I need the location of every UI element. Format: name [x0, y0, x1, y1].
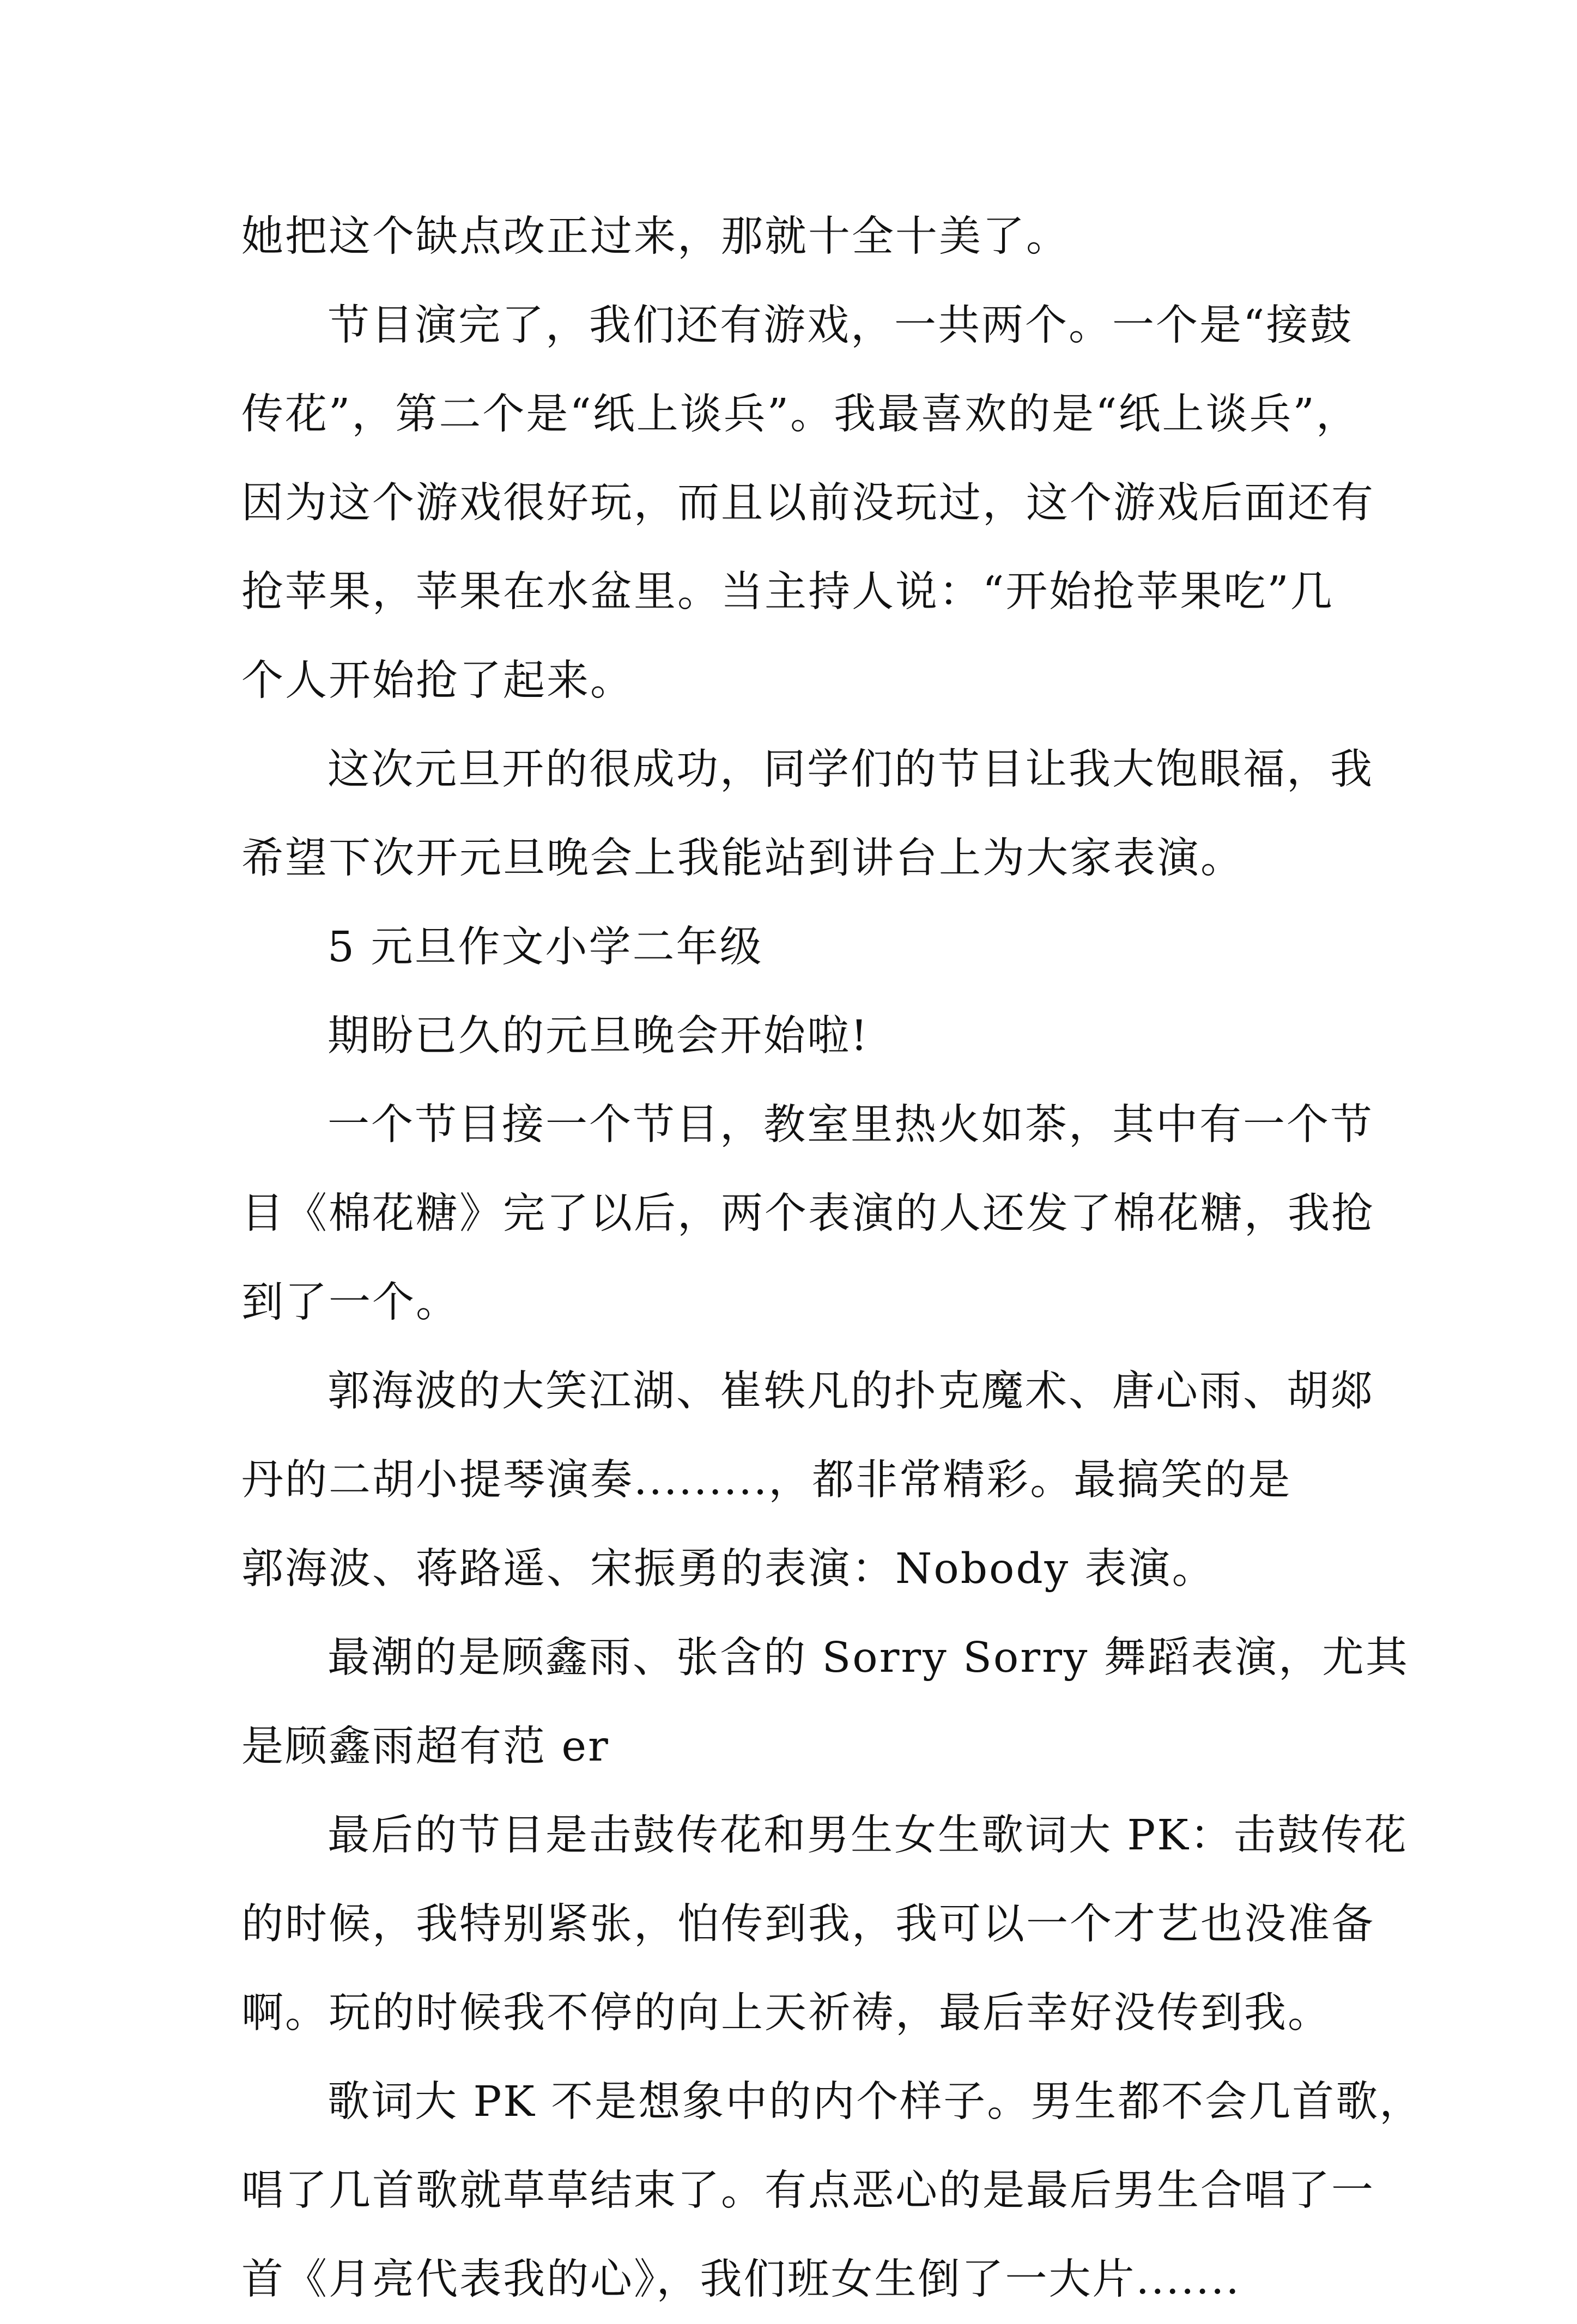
text-line: 首《月亮代表我的心》，我们班女生倒了一大片....... — [241, 2255, 1241, 2304]
text-line: 个人开始抢了起来。 — [241, 657, 634, 705]
text-line: 是顾鑫雨超有范 er — [241, 1722, 610, 1771]
document-body — [241, 192, 1423, 2324]
text-line: 期盼已久的元旦晚会开始啦! — [327, 1012, 869, 1060]
text-line: 郭海波、蒋路遥、宋振勇的表演：Nobody 表演。 — [241, 1545, 1216, 1593]
text-line: 唱了几首歌就草草结束了。有点恶心的是最后男生合唱了一 — [241, 2167, 1375, 2215]
text-line: 目《棉花糖》完了以后，两个表演的人还发了棉花糖，我抢 — [241, 1190, 1375, 1238]
text-line: 一个节目接一个节目，教室里热火如茶，其中有一个节 — [327, 1101, 1374, 1149]
text-line: 啊。玩的时候我不停的向上天祈祷，最后幸好没传到我。 — [241, 1989, 1331, 2037]
text-line: 这次元旦开的很成功，同学们的节目让我大饱眼福，我 — [327, 745, 1374, 794]
text-line: 歌词大 PK 不是想象中的内个样子。男生都不会几首歌， — [327, 2078, 1423, 2126]
text-line: 因为这个游戏很好玩，而且以前没玩过，这个游戏后面还有 — [241, 479, 1375, 527]
text-line: 希望下次开元旦晚会上我能站到讲台上为大家表演。 — [241, 834, 1244, 883]
text-line: 传花”，第二个是“纸上谈兵”。我最喜欢的是“纸上谈兵”， — [241, 390, 1360, 439]
section-heading: 5 元旦作文小学二年级 — [327, 923, 763, 972]
text-line: 郭海波的大笑江湖、崔轶凡的扑克魔术、唐心雨、胡郯 — [327, 1367, 1374, 1416]
text-line: 她把这个缺点改正过来，那就十全十美了。 — [241, 213, 1070, 261]
text-line: 最后的节目是击鼓传花和男生女生歌词大 PK：击鼓传花 — [327, 1811, 1408, 1860]
text-line: 到了一个。 — [241, 1278, 459, 1327]
text-line: 抢苹果，苹果在水盆里。当主持人说：“开始抢苹果吃”几 — [241, 568, 1334, 616]
text-line: 的时候，我特别紧张，怕传到我，我可以一个才艺也没准备 — [241, 1900, 1375, 1949]
text-line: 丹的二胡小提琴演奏.........，都非常精彩。最搞笑的是 — [241, 1456, 1292, 1504]
text-line: 节目演完了，我们还有游戏，一共两个。一个是“接鼓 — [327, 301, 1354, 350]
text-line: 最潮的是顾鑫雨、张含的 Sorry Sorry 舞蹈表演，尤其 — [327, 1634, 1409, 1682]
